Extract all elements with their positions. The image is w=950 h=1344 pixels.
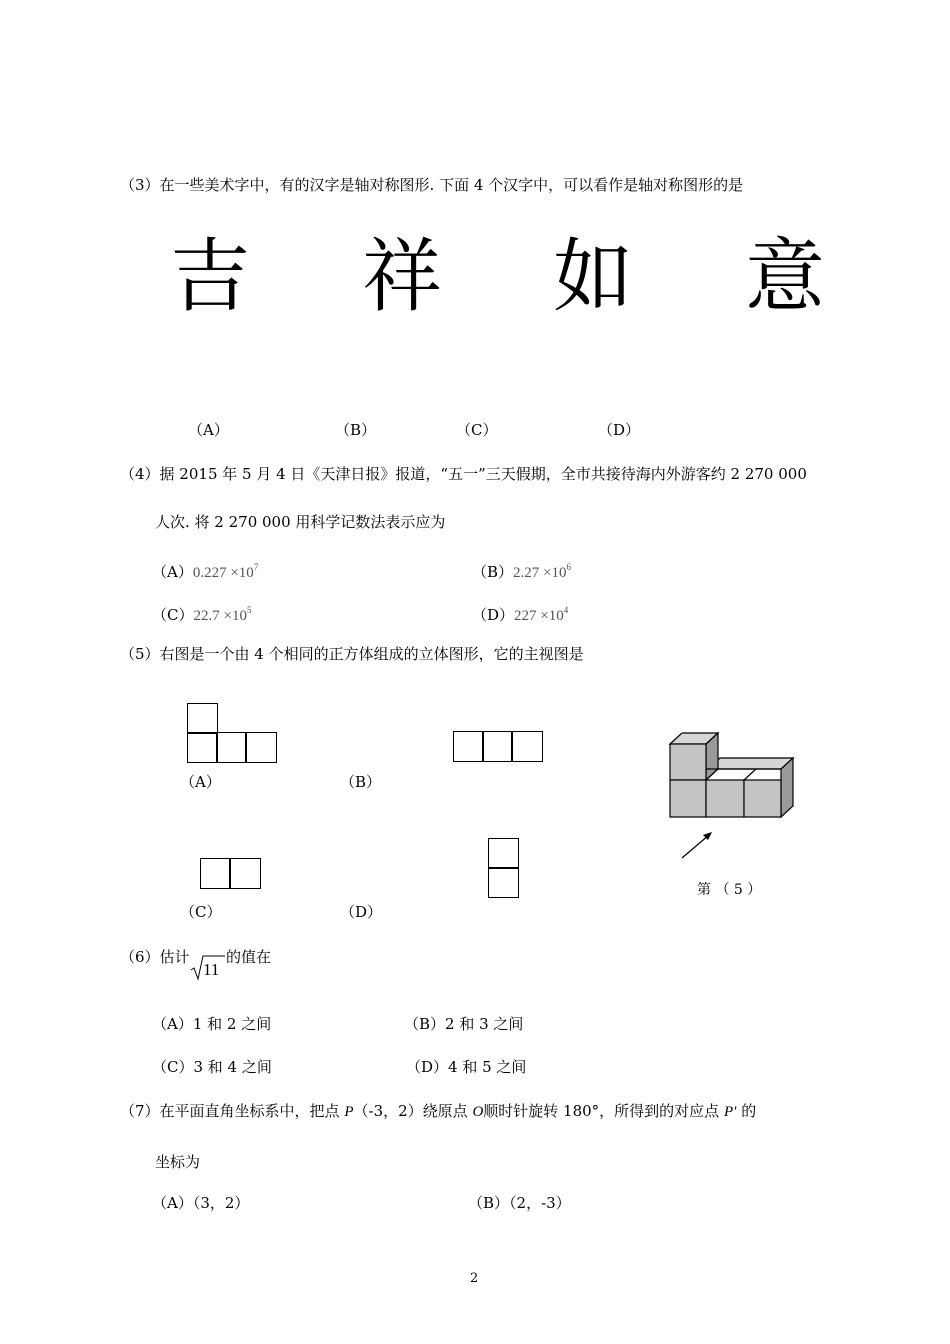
q4-option-b-value: $2.27 \times 10^6$: [513, 562, 571, 581]
square: [245, 732, 277, 763]
q6-radicand: 11: [203, 960, 220, 979]
q5-option-c: （C）: [180, 903, 222, 921]
q3-option-b: （B）: [335, 421, 377, 439]
q5-option-a: （A）: [180, 773, 221, 791]
square: [453, 731, 484, 762]
q6-option-d: （D）4 和 5 之间: [406, 1058, 527, 1076]
square: [187, 732, 218, 763]
square: [229, 858, 261, 889]
q4-option-b: $(B)2.27 \times 10^6$: [472, 562, 571, 581]
q7-option-a: （A）（3，2）: [152, 1194, 250, 1212]
square: [488, 867, 519, 898]
q4-option-a-value: $0.227 \times 10^7$: [192, 562, 259, 581]
square: [511, 731, 543, 762]
q5-figure-caption: 第 （ 5 ）: [697, 882, 762, 898]
q4-option-c-value: $22.7 \times 10^5$: [193, 605, 252, 624]
q4-option-c: $(C)22.7 \times 10^5$: [152, 605, 252, 624]
q6-prefix: （6）估计: [120, 948, 190, 966]
q3-char-d: 意: [745, 230, 825, 323]
q7-stem-line2: 坐标为: [155, 1153, 201, 1171]
q3-option-c: （C）: [456, 421, 498, 439]
q3-option-a: （A）: [188, 421, 229, 439]
square: [482, 731, 513, 762]
q5-option-b: （B）: [340, 773, 382, 791]
q3-option-d: （D）: [598, 421, 641, 439]
q6-option-c: （C）3 和 4 之间: [152, 1058, 272, 1076]
q6-option-b: （B）2 和 3 之间: [404, 1015, 524, 1033]
point-p: P: [344, 1104, 354, 1120]
q6-suffix: 的值在: [226, 948, 272, 966]
q6-option-a: （A）1 和 2 之间: [152, 1015, 272, 1033]
q3-char-b: 祥: [362, 230, 442, 323]
q3-char-c: 如: [553, 230, 633, 323]
square: [488, 838, 519, 869]
q7-option-b: （B）（2，-3）: [468, 1194, 571, 1212]
q4-option-d: $(D)227 \times 10^4$: [472, 605, 569, 624]
square: [187, 703, 218, 734]
page-number: 2: [470, 1271, 479, 1286]
square: [200, 858, 231, 889]
q5-option-d: （D）: [340, 903, 383, 921]
q5-stem: （5）右图是一个由 4 个相同的正方体组成的立体图形，它的主视图是: [120, 645, 584, 663]
q4-stem-line1: （4）据 2015 年 5 月 4 日《天津日报》报道，“五一”三天假期，全市共接待海内外游客约 2 270 000: [120, 465, 807, 483]
square: [216, 732, 247, 763]
q7-stem-line1: （7）在平面直角坐标系中，把点 P（-3，2）绕原点 O顺时针旋转 180°，所得到的对应点 P′ 的: [120, 1102, 757, 1120]
origin-o: O: [472, 1104, 484, 1120]
q4-option-a: $(A)0.227 \times 10^7$: [152, 562, 259, 581]
point-p-prime: P′: [723, 1104, 737, 1120]
q4-option-d-value: $227 \times 10^4$: [514, 605, 569, 624]
q5-solid-figure: [660, 725, 810, 865]
q4-stem-line2: 人次. 将 2 270 000 用科学记数法表示应为: [155, 513, 446, 531]
q3-char-a: 吉: [170, 230, 250, 323]
q3-stem: （3）在一些美术字中，有的汉字是轴对称图形. 下面 4 个汉字中，可以看作是轴对称图形的是: [120, 176, 744, 194]
